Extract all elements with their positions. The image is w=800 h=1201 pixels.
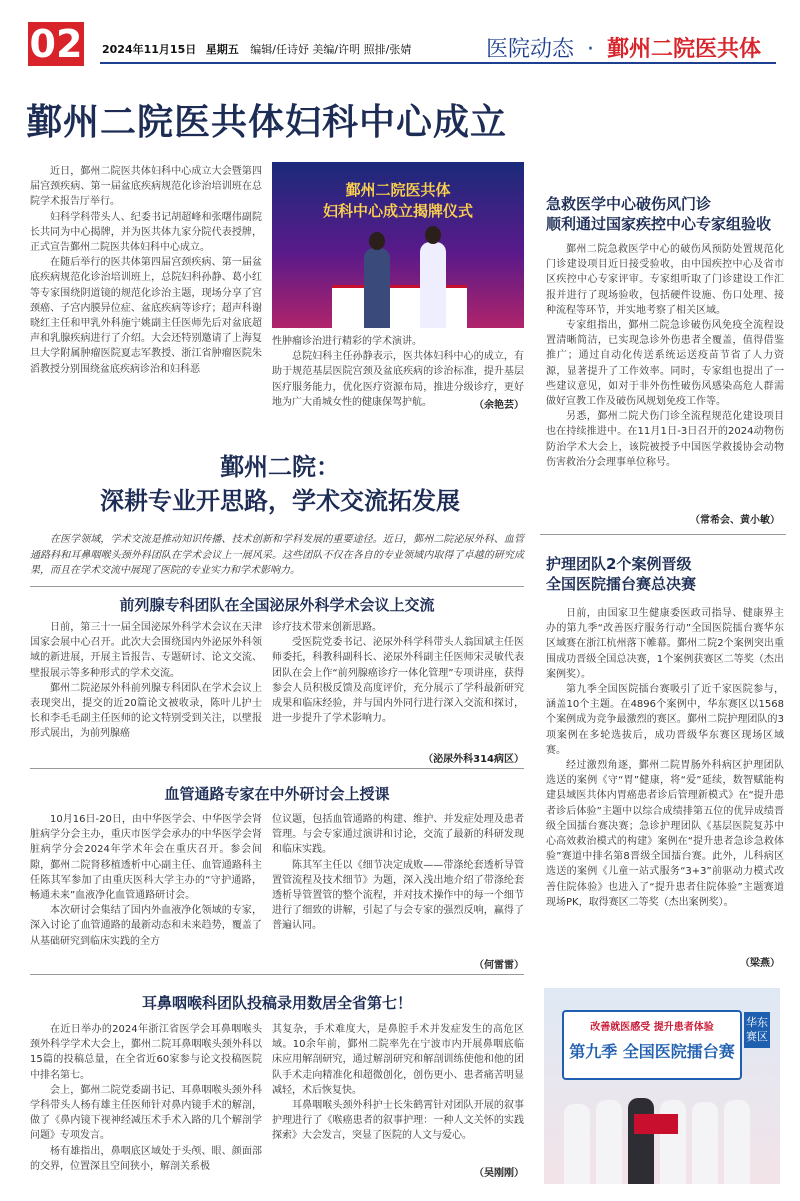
page-number: 02 [29,22,83,66]
right-top-title-line2: 顺利通过国家疾控中心专家组验收 [546,215,772,233]
feature-title-line1: 鄞州二院： [220,453,340,481]
lead-col1 [30,164,262,377]
award-person-5 [692,1102,718,1184]
sec2-para: 本次研讨会集结了国内外血液净化领域的专家，深入讨论了血管通路的最新动态和未来趋势，覆盖了从基础研究到临床实践的全方 [30,905,262,947]
sec2-divider [30,974,524,975]
lead-para: 性肿瘤诊治进行精彩的学术演讲。 [272,336,422,347]
sec3-para: 其复杂，手术难度大，是鼻腔手术并发症发生的高危区域。10余年前，鄞州二院率先在宁波市内开展鼻咽底临床应用解剖研究，通过解剖研究和解剖训练使他和他的团队手术走向精准化和超微创化，创伤更小、患者痛苦明显减轻，术后恢复快。 [272,1024,524,1096]
sec1-title: 前列腺专科团队在全国泌尿外科学术会议上交流 [119,596,435,614]
lead-para: 在随后举行的医共体第四届宫颈疾病、第一届盆底疾病规范化诊治培训班上，总院妇科孙静、葛小红等专家围绕阴道镜的规范化诊治主题，现场分享了宫颈癌、子宫内膜异位症、盆底疾病等诊疗；超声科谢晓红主任和甲乳外科施宁姚副主任医师先后对盆底超声和乳腺疾病进行了介绍。大会还特别邀请了上海复旦大学附属肿瘤医院夏志军教授、浙江省肿瘤医院朱滔教授分别围绕盆底疾病诊治和妇科恶 [30,257,262,375]
sec1-para: 受医院党委书记、泌尿外科学科带头人翁国斌主任医师委托，科教科副科长、泌尿外科副主任医师宋灵敏代表团队在会上作“前列腺癌诊疗一体化管理”专项讲座，获得参会人员积极反馈及高度评价，充分展示了学科最新研究成果和临床经验，并与国内外同行进行深入交流和探讨，进一步提升了学术影响力。 [272,637,524,725]
sec3-para: 会上，鄞州二院党委副书记、耳鼻咽喉头颈外科学科带头人杨有雄主任医师针对鼻内镜手术的解剖，做了《鼻内镜下视神经减压术手术入路的几个解剖学问题》专项发言。 [30,1084,262,1142]
right-mid-title-line1: 护理团队2个案例晋级 [546,555,692,573]
header-rule [100,62,776,64]
feature-title-line2: 深耕专业开思路，学术交流拓发展 [100,487,460,515]
sec1-author: （泌尿外科314病区） [423,754,524,765]
sec3-title: 耳鼻咽喉科团队投稿录用数居全省第七！ [141,994,412,1012]
award-banner [562,1010,742,1080]
award-person-1 [564,1104,590,1184]
award-person-4 [660,1100,686,1184]
lead-photo-banner: 鄞州二院医共体 妇科中心成立揭牌仪式 [322,181,473,220]
lead-title: 鄞州二院医共体妇科中心成立 [26,102,508,143]
sec3-para: 杨有雄指出，鼻咽底区域处于头颅、眼、颜面部的交界，位置深且空间狭小，解剖关系极 [30,1145,262,1172]
podium [332,285,467,328]
section-name: 医院动态 [486,37,575,62]
sec2-para: 位议题，包括血管通路的构建、维护、并发症处理及患者管理。与会专家通过演讲和讨论，交流了最新的科研发现和临床实践。 [272,814,524,856]
sec2-author: （何雷雷） [474,960,524,971]
feature-divider [30,586,524,587]
feature-title [30,450,530,518]
section-dot: · [587,37,595,62]
sec3-col2 [272,1022,524,1144]
sec2-title: 血管通路专家在中外研讨会上授课 [164,785,390,803]
award-banner-line2: 第九季 全国医院擂台赛 [569,1042,735,1061]
right-top-author: （常希会、黄小敏） [690,515,780,526]
sec3-col1 [30,1022,262,1174]
sec2-col2 [272,812,524,934]
award-person-3 [628,1098,654,1184]
award-banner-line1: 改善就医感受 提升患者体验 [590,1022,714,1033]
feature-intro: 在医学领域，学术交流是推动知识传播、技术创新和学科发展的重要途径。近日，鄞州二院泌尿外科、血管通路科和耳鼻咽喉头颈外科团队在学术会议上一展风采。这些团队不仅在各自的专业领域内取得了卓越的研究成果，而且在学术交流中展现了医院的专业实力和学术影响力。 [30,534,524,576]
sec1-col1 [30,620,262,742]
award-person-2 [596,1100,622,1184]
right-mid-para: 第九季全国医院擂台赛吸引了近千家医院参与，涵盖10个主题。在4896个案例中，华东赛区以1568个案例成为竞争最激烈的赛区。鄞州二院护理团队的3项案例在多轮选拔后，成功晋级华东赛区现场区域赛。 [546,684,784,756]
sec2-para: 陈其军主任以《细节决定成败——带涤纶套透析导管置管流程及技术细节》为题，深入浅出地介绍了带涤纶套透析导管置管的整个流程，并对技术操作中的每一个细节进行了细致的讲解，引起了与会专家的强烈反响，赢得了普遍认同。 [272,859,524,932]
sec1-col2 [272,620,524,726]
section-brand: 鄞州二院医共体 [607,36,762,62]
right-mid-para: 日前，由国家卫生健康委医政司指导、健康界主办的第九季“改善医疗服务行动”全国医院擂台赛华东区域赛在浙江杭州落下帷幕。鄞州二院2个案例突出重围成功晋级全国总决赛，1个案例获赛区二等奖（杰出案例奖）。 [546,608,784,680]
right-top-body [546,242,784,470]
sec3-para: 耳鼻咽喉头颈外科护士长朱鹤霄针对团队开展的叙事护理进行了《喉癌患者的叙事护理：一种人文关怀的实践探索》大会发言，突显了医院的人文与爱心。 [272,1100,524,1142]
award-person-6 [724,1100,750,1184]
lead-para: 近日，鄞州二院医共体妇科中心成立大会暨第四届宫颈疾病、第一届盆底疾病规范化诊治培训班在总院学术报告厅举行。 [30,166,262,208]
lead-photo [272,162,524,328]
right-top-para: 另悉，鄞州二院犬伤门诊全流程规范化建设项目也在持续推进中。在11月1日-3日召开的2024动物伤防治学术大会上，该院被授予中国医学救援协会动物伤害救治分会理事单位称号。 [546,411,784,468]
person-left [364,248,390,328]
award-badge: 华东赛区 [744,1012,770,1048]
lead-para: 妇科学科带头人、纪委书记胡超峰和张曙伟副院长共同为中心揭牌，并为医共体九家分院代表授牌，正式宣告鄞州二院医共体妇科中心成立。 [30,211,262,254]
right-top-para: 鄞州二院急救医学中心的破伤风预防处置规范化门诊建设项目近日接受验收，由中国疾控中心及省市区疾控中心专家评审。专家组听取了门诊建设工作汇报并进行了现场验收，包括硬件设施、伤口处理、接种流程等环节，并实地考察了相关区域。 [546,244,784,316]
issue-date: 2024年11月15日 [102,43,197,56]
editors-credit: 编辑/任诗妤 美编/许明 照排/张婧 [250,43,412,56]
lead-para: 总院妇科主任孙静表示，医共体妇科中心的成立，有助于规范基层医院宫颈及盆底疾病的诊治标准，提升基层医疗服务能力，优化医疗资源布局，推进分级诊疗，更好地为广大甬城女性的健康保驾护航。 [272,351,524,408]
person-right-head [425,226,441,244]
issue-info [102,41,411,57]
award-plaque [634,1114,678,1134]
right-mid-divider [540,534,786,535]
right-top-para: 专家组指出，鄞州二院急诊破伤风免疫全流程设置清晰简洁，已实现急诊外伤患者全覆盖，值得借鉴推广；通过自动化传送系统运送疫苗节省了人力资源，显著提升了工作效率。同时，专家组也提出了一些建议意见，如对于非外伤性破伤风感染高危人群需做好宣教工作及破伤风规划免疫工作等。 [546,320,784,408]
right-mid-para: 经过激烈角逐，鄞州二院胃肠外科病区护理团队选送的案例《守“胃”健康，将“爱”延续，数智赋能构建县域医共体内胃癌患者诊后管理新模式》在“提升患者诊后体验”主题中以综合成绩排第五位的优异成绩晋级全国擂台赛决赛；急诊护理团队《基层医院复苏中心高效救治模式的构建》案例在“提升患者急诊急救体验”赛道中排名第8晋级全国擂台赛。此外，儿科病区选送的案例《儿童一站式服务“3+3”前驱动力模式改善住院体验》也进入了“提升患者住院体验”主题赛道现场PK，取得赛区二等奖（杰出案例奖）。 [546,760,784,908]
right-mid-author: （梁燕） [740,958,780,969]
sec1-divider [30,768,524,769]
sec2-para: 10月16日-20日，由中华医学会、中华医学会肾脏病学分会主办，重庆市医学会承办的中华医学会肾脏病学分会2024年学术年会在重庆召开。参会间隙，鄞州二院肾移植透析中心副主任、血管通路科主任陈其军参加了由重庆医科大学主办的“守护通路，畅通未来”血液净化血管通路研讨会。 [30,814,262,902]
sec2-col1 [30,812,262,949]
issue-weekday: 星期五 [205,43,239,56]
lead-author: （余艳芸） [474,400,524,411]
person-left-head [369,232,385,250]
right-top-title-line1: 急救医学中心破伤风门诊 [546,195,712,213]
award-photo [544,988,780,1184]
section-heading [486,32,761,63]
sec1-para: 日前，第三十一届全国泌尿外科学术会议在天津国家会展中心召开。此次大会围绕国内外泌尿外科领域的新进展，开展主旨报告、专题研讨、论文交流、壁报展示等多种形式的学术交流。 [30,622,262,679]
right-mid-body [546,606,784,910]
sec1-para: 鄞州二院泌尿外科前列腺专科团队在学术会议上表现突出，提交的近20篇论文被收录，陈叶儿护士长和李毛毛副主任医师的论文特别受到关注，以壁报形式展出，为前列腺癌 [30,682,262,740]
sec3-author: （吴刚刚） [474,1168,524,1179]
sec3-para: 在近日举办的2024年浙江省医学会耳鼻咽喉头颈外科学学术大会上，鄞州二院耳鼻咽喉头颈外科以15篇的投稿总量，在全省近60家参与论文投稿医院中排名第七。 [30,1024,262,1081]
right-mid-title-line2: 全国医院擂台赛总决赛 [546,575,697,593]
sec1-para: 诊疗技术带来创新思路。 [272,622,382,633]
right-mid-title [546,554,786,594]
right-top-title [546,194,786,234]
person-right [420,242,446,328]
